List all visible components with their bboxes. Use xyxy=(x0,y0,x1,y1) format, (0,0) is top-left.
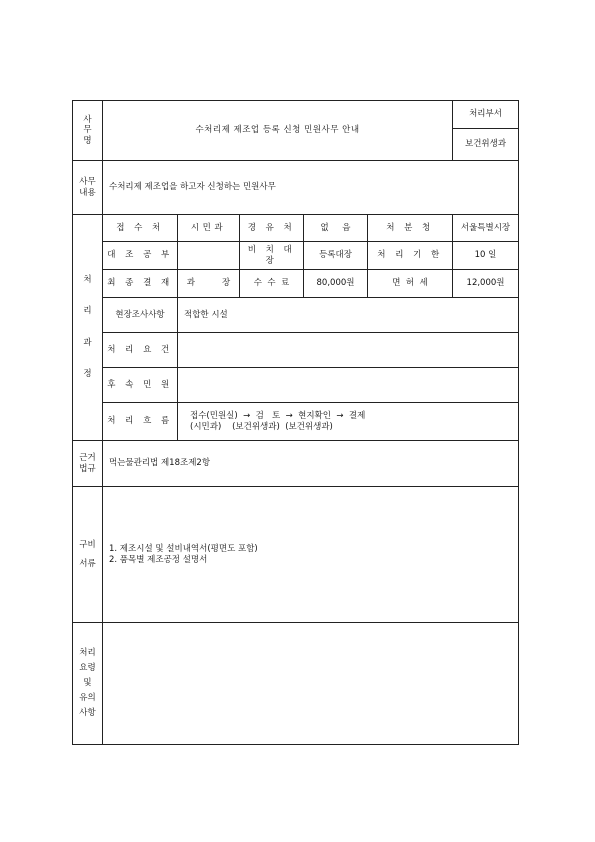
authority-label: 처 분 청 xyxy=(368,215,453,242)
ledger-value xyxy=(178,242,240,270)
via-value: 없 음 xyxy=(304,215,368,242)
documents-list xyxy=(103,487,519,623)
page-title: 수처리제 제조업 등록 신청 민원사무 안내 xyxy=(103,101,453,161)
content-text: 수처리제 제조업을 하고자 신청하는 민원사무 xyxy=(103,161,519,215)
flow-arrow: → xyxy=(285,410,293,421)
inspection-label: 현장조사사항 xyxy=(103,298,178,333)
document-item: 1. 제조시설 및 설비내역서(평면도 포함) xyxy=(109,543,258,554)
flow-arrow: → xyxy=(336,410,344,421)
flow-depts xyxy=(190,422,518,433)
via-label: 경 유 처 xyxy=(240,215,304,242)
follow-up-label: 후 속 민 원 xyxy=(103,368,178,403)
follow-up-value xyxy=(178,368,519,403)
approval-value: 과 장 xyxy=(178,270,240,298)
civil-affairs-form xyxy=(72,100,518,752)
deadline-label: 처 리 기 한 xyxy=(368,242,453,270)
flow-dept: (시민과) xyxy=(190,421,222,432)
document-item: 2. 품목별 제조공정 설명서 xyxy=(109,554,208,565)
flow-steps xyxy=(190,411,518,422)
flow-step: 결제 xyxy=(348,410,366,421)
requirements-label: 처 리 요 건 xyxy=(103,333,178,368)
inspection-value: 적합한 시설 xyxy=(178,298,519,333)
process-flow xyxy=(178,403,519,441)
flow-step: 현지확인 xyxy=(298,410,331,421)
register-value: 등록대장 xyxy=(304,242,368,270)
flow-dept: (보건위생과) xyxy=(285,421,333,432)
register-label: 비 치 대 장 xyxy=(240,242,304,270)
fee-value: 80,000원 xyxy=(304,270,368,298)
license-tax-label: 면 허 세 xyxy=(368,270,453,298)
ledger-label: 대 조 공 부 xyxy=(103,242,178,270)
deadline-value: 10 일 xyxy=(453,242,519,270)
flow-arrow: → xyxy=(243,410,251,421)
form-table xyxy=(72,100,519,745)
fee-label: 수 수 료 xyxy=(240,270,304,298)
approval-label: 최 종 결 재 xyxy=(103,270,178,298)
flow-label: 처 리 흐 름 xyxy=(103,403,178,441)
flow-step: 검 토 xyxy=(255,410,281,421)
dept-label: 처리부서 xyxy=(453,101,519,129)
process-label: 처 리 과 정 xyxy=(73,215,103,441)
notes-text xyxy=(103,623,519,745)
authority-value: 서울특별시장 xyxy=(453,215,519,242)
content-label: 사무 내용 xyxy=(73,161,103,215)
header-label: 사 무 명 xyxy=(73,101,103,161)
flow-dept: (보건위생과) xyxy=(232,421,280,432)
reception-label: 접 수 처 xyxy=(103,215,178,242)
license-tax-value: 12,000원 xyxy=(453,270,519,298)
documents-label: 구비 서류 xyxy=(73,487,103,623)
requirements-value xyxy=(178,333,519,368)
basis-label: 근거 법규 xyxy=(73,441,103,487)
dept-value: 보건위생과 xyxy=(453,129,519,161)
basis-text: 먹는물관리법 제18조제2항 xyxy=(103,441,519,487)
notes-label: 처리 요령 및 유의 사항 xyxy=(73,623,103,745)
reception-value: 시민과 xyxy=(178,215,240,242)
flow-step: 접수(민원실) xyxy=(190,410,238,421)
